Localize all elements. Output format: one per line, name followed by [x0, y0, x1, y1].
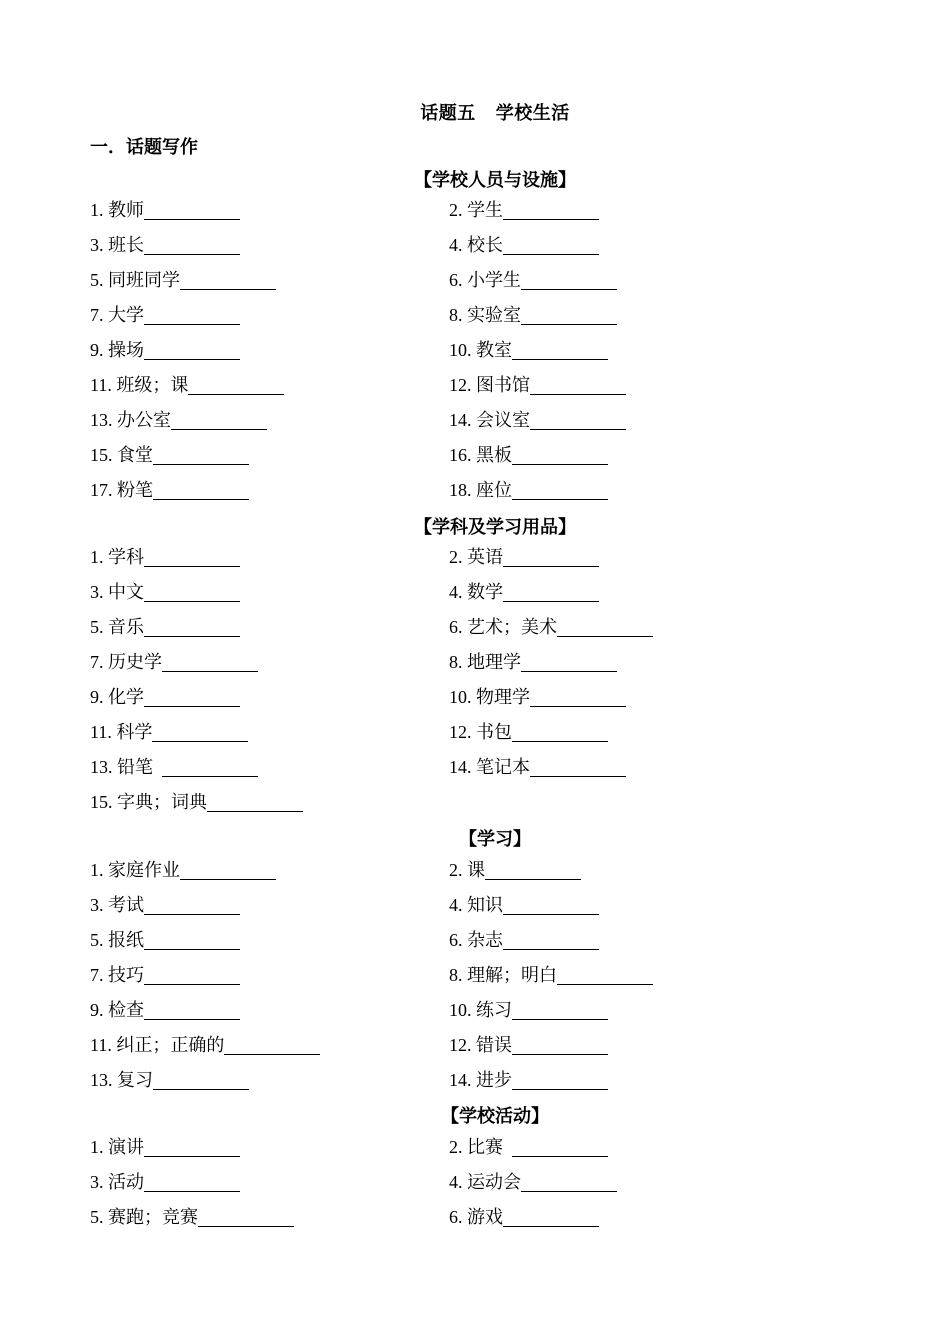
vocab-label: 3. 班长: [90, 235, 144, 255]
vocab-label: 5. 音乐: [90, 617, 144, 637]
vocab-item: [449, 962, 653, 988]
answer-blank[interactable]: [557, 964, 653, 985]
answer-blank[interactable]: [152, 721, 248, 742]
vocab-label: 14. 笔记本: [449, 757, 530, 777]
vocab-label: 9. 操场: [90, 340, 144, 360]
answer-blank[interactable]: [144, 929, 240, 950]
answer-blank[interactable]: [171, 409, 267, 430]
vocab-item: [90, 1067, 249, 1093]
answer-blank[interactable]: [144, 234, 240, 255]
group-title: 【学科及学习用品】: [414, 517, 576, 537]
section-heading: 一．话题写作: [90, 137, 198, 157]
answer-blank[interactable]: [144, 686, 240, 707]
vocab-item: [90, 1204, 294, 1230]
vocab-label: 5. 报纸: [90, 930, 144, 950]
vocab-item: [90, 544, 240, 570]
vocab-label: 11. 科学: [90, 722, 153, 742]
vocab-item: [90, 302, 240, 328]
answer-blank[interactable]: [503, 199, 599, 220]
vocab-label: 13. 复习: [90, 1070, 153, 1090]
vocab-label: 7. 大学: [90, 305, 144, 325]
vocab-item: [449, 1134, 608, 1160]
vocab-label: 4. 数学: [449, 582, 503, 602]
answer-blank[interactable]: [224, 1034, 320, 1055]
vocab-item: [449, 267, 617, 293]
vocab-label: 17. 粉笔: [90, 480, 153, 500]
vocab-label: 7. 历史学: [90, 652, 162, 672]
vocab-label: 3. 考试: [90, 895, 144, 915]
answer-blank[interactable]: [530, 686, 626, 707]
answer-blank[interactable]: [144, 999, 240, 1020]
vocab-item: [90, 789, 303, 815]
answer-blank[interactable]: [144, 964, 240, 985]
vocab-item: [449, 1169, 617, 1195]
vocab-item: [90, 857, 276, 883]
vocab-item: [449, 892, 599, 918]
vocab-item: [90, 1032, 320, 1058]
answer-blank[interactable]: [144, 339, 240, 360]
vocab-label: 7. 技巧: [90, 965, 144, 985]
vocab-item: [449, 337, 608, 363]
answer-blank[interactable]: [144, 581, 240, 602]
answer-blank[interactable]: [144, 1136, 240, 1157]
vocab-label: 5. 赛跑；竞赛: [90, 1207, 198, 1227]
vocab-item: [449, 1204, 599, 1230]
vocab-item: [90, 442, 249, 468]
answer-blank[interactable]: [503, 234, 599, 255]
answer-blank[interactable]: [162, 651, 258, 672]
vocab-item: [90, 892, 240, 918]
vocab-label: 4. 校长: [449, 235, 503, 255]
vocab-item: [90, 407, 267, 433]
vocab-item: [90, 337, 240, 363]
vocab-label: 3. 活动: [90, 1172, 144, 1192]
vocab-item: [90, 372, 284, 398]
answer-blank[interactable]: [144, 304, 240, 325]
vocab-item: [449, 754, 626, 780]
vocab-label: 8. 理解；明白: [449, 965, 557, 985]
answer-blank[interactable]: [485, 859, 581, 880]
vocab-item: [90, 1169, 240, 1195]
vocab-item: [90, 614, 240, 640]
vocab-label: 14. 进步: [449, 1070, 512, 1090]
answer-blank[interactable]: [530, 756, 626, 777]
vocab-item: [90, 649, 258, 675]
vocab-item: [449, 372, 626, 398]
vocab-item: [90, 927, 240, 953]
vocab-label: 5. 同班同学: [90, 270, 180, 290]
vocab-item: [90, 962, 240, 988]
vocab-label: 13. 办公室: [90, 410, 171, 430]
group-title: 【学习】: [459, 829, 531, 849]
vocab-label: 12. 书包: [449, 722, 512, 742]
vocab-label: 16. 黑板: [449, 445, 512, 465]
vocab-item: [449, 407, 626, 433]
group-title: 【学校人员与设施】: [414, 170, 576, 190]
vocab-label: 18. 座位: [449, 480, 512, 500]
vocab-label: 12. 图书馆: [449, 375, 530, 395]
vocab-item: [90, 267, 276, 293]
answer-blank[interactable]: [530, 409, 626, 430]
page-title: 话题五 学校生活: [420, 103, 570, 123]
vocab-item: [449, 544, 599, 570]
answer-blank[interactable]: [530, 374, 626, 395]
vocab-label: 4. 运动会: [449, 1172, 521, 1192]
vocab-item: [90, 684, 240, 710]
answer-blank[interactable]: [207, 791, 303, 812]
vocab-label: 12. 错误: [449, 1035, 512, 1055]
answer-blank[interactable]: [503, 581, 599, 602]
answer-blank[interactable]: [180, 269, 276, 290]
answer-blank[interactable]: [144, 546, 240, 567]
answer-blank[interactable]: [144, 1171, 240, 1192]
vocab-item: [90, 477, 249, 503]
vocab-label: 1. 学科: [90, 547, 144, 567]
answer-blank[interactable]: [144, 894, 240, 915]
answer-blank[interactable]: [512, 1034, 608, 1055]
vocab-item: [90, 579, 240, 605]
answer-blank[interactable]: [503, 929, 599, 950]
group-title: 【学校活动】: [441, 1106, 549, 1126]
vocab-item: [449, 649, 617, 675]
vocab-label: 10. 物理学: [449, 687, 530, 707]
vocab-item: [449, 1032, 608, 1058]
answer-blank[interactable]: [521, 1171, 617, 1192]
vocab-label: 8. 实验室: [449, 305, 521, 325]
vocab-label: 2. 英语: [449, 547, 503, 567]
vocab-label: 6. 小学生: [449, 270, 521, 290]
vocab-item: [449, 614, 653, 640]
vocab-label: 3. 中文: [90, 582, 144, 602]
answer-blank[interactable]: [557, 616, 653, 637]
vocab-item: [90, 997, 240, 1023]
vocab-item: [449, 997, 608, 1023]
vocab-label: 6. 杂志: [449, 930, 503, 950]
answer-blank[interactable]: [503, 546, 599, 567]
vocab-label: 2. 学生: [449, 200, 503, 220]
vocab-item: [449, 232, 599, 258]
vocab-item: [449, 719, 608, 745]
answer-blank[interactable]: [153, 1069, 249, 1090]
vocab-label: 15. 食堂: [90, 445, 153, 465]
vocab-label: 15. 字典；词典: [90, 792, 207, 812]
vocab-item: [449, 477, 608, 503]
vocab-label: 1. 教师: [90, 200, 144, 220]
vocab-item: [449, 1067, 608, 1093]
answer-blank[interactable]: [521, 651, 617, 672]
answer-blank[interactable]: [512, 339, 608, 360]
vocab-item: [449, 197, 599, 223]
answer-blank[interactable]: [503, 894, 599, 915]
vocab-label: 14. 会议室: [449, 410, 530, 430]
vocab-label: 8. 地理学: [449, 652, 521, 672]
vocab-item: [90, 719, 248, 745]
vocab-label: 1. 家庭作业: [90, 860, 180, 880]
answer-blank[interactable]: [512, 1136, 608, 1157]
vocab-label: 9. 检查: [90, 1000, 144, 1020]
vocab-label: 1. 演讲: [90, 1137, 144, 1157]
vocab-label: 10. 教室: [449, 340, 512, 360]
vocab-label: 13. 铅笔: [90, 757, 162, 777]
vocab-label: 11. 纠正；正确的: [90, 1035, 225, 1055]
answer-blank[interactable]: [521, 269, 617, 290]
vocab-label: 6. 艺术；美术: [449, 617, 557, 637]
answer-blank[interactable]: [512, 999, 608, 1020]
vocab-label: 6. 游戏: [449, 1207, 503, 1227]
answer-blank[interactable]: [503, 1206, 599, 1227]
answer-blank[interactable]: [521, 304, 617, 325]
vocab-label: 9. 化学: [90, 687, 144, 707]
vocab-label: 2. 课: [449, 860, 485, 880]
answer-blank[interactable]: [144, 616, 240, 637]
answer-blank[interactable]: [512, 721, 608, 742]
vocab-item: [90, 232, 240, 258]
vocab-item: [90, 197, 240, 223]
answer-blank[interactable]: [512, 1069, 608, 1090]
vocab-label: 4. 知识: [449, 895, 503, 915]
vocab-item: [449, 302, 617, 328]
vocab-item: [449, 857, 581, 883]
vocab-item: [449, 442, 608, 468]
vocab-item: [90, 754, 258, 780]
vocab-item: [449, 579, 599, 605]
answer-blank[interactable]: [153, 479, 249, 500]
vocab-label: 2. 比赛: [449, 1137, 512, 1157]
answer-blank[interactable]: [144, 199, 240, 220]
vocab-item: [449, 927, 599, 953]
vocab-label: 11. 班级；课: [90, 375, 189, 395]
answer-blank[interactable]: [162, 756, 258, 777]
vocab-label: 10. 练习: [449, 1000, 512, 1020]
answer-blank[interactable]: [153, 444, 249, 465]
answer-blank[interactable]: [180, 859, 276, 880]
answer-blank[interactable]: [188, 374, 284, 395]
answer-blank[interactable]: [512, 444, 608, 465]
answer-blank[interactable]: [198, 1206, 294, 1227]
vocab-item: [90, 1134, 240, 1160]
vocab-item: [449, 684, 626, 710]
answer-blank[interactable]: [512, 479, 608, 500]
